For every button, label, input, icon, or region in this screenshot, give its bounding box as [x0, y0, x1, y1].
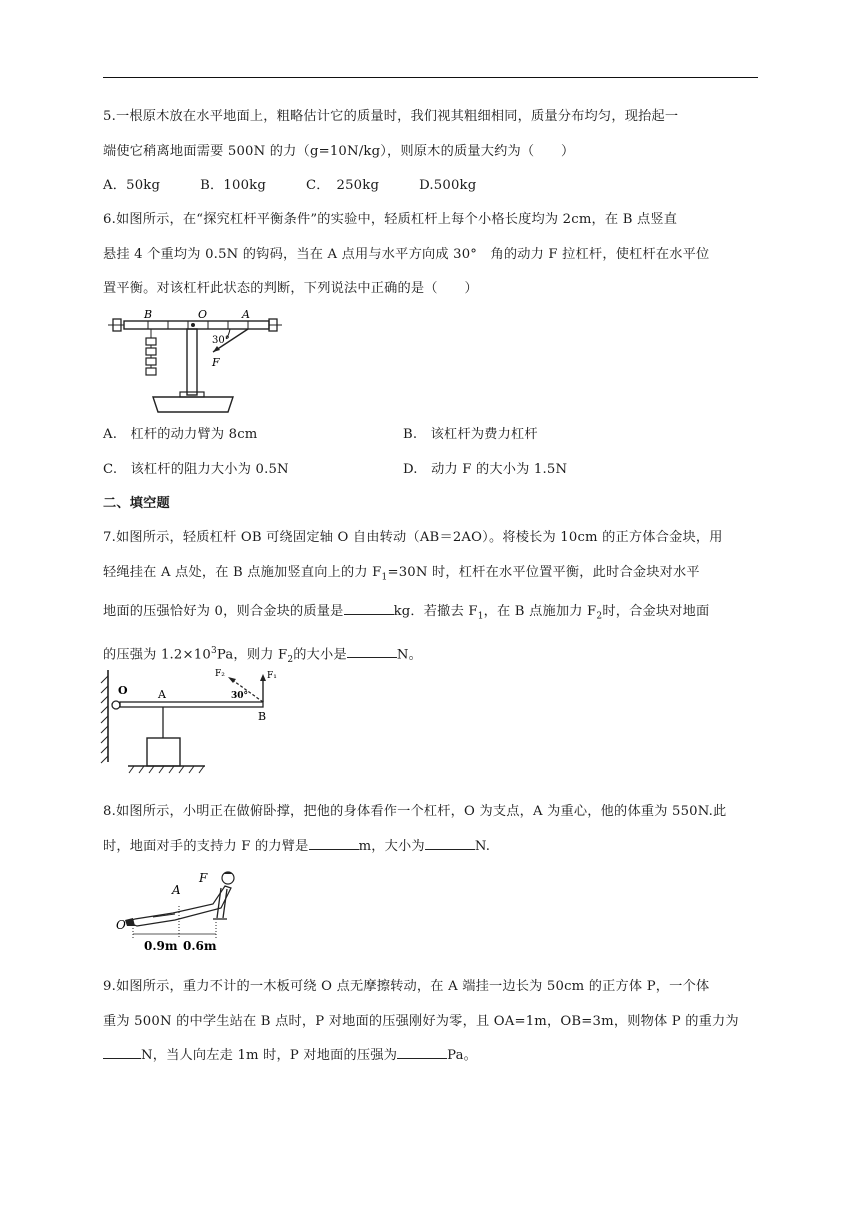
q9-blank-1[interactable]: [103, 1044, 141, 1059]
weight-2: [146, 348, 156, 355]
q7-label-f2: F₂: [215, 669, 225, 679]
question-9: [103, 970, 763, 1074]
q7-label-angle: 30°: [231, 691, 249, 701]
question-5: [103, 100, 763, 204]
q9-line-2: 重为 500N 的中学生站在 B 点时，P 对地面的压强刚好为零，且 OA=1m，OB=3m，则物体 P 的重力为: [103, 1013, 739, 1029]
q8-label-a: A: [172, 883, 181, 897]
q6-option-c: C. 该杠杆的阻力大小为 0.5N: [103, 461, 289, 477]
q8-line-1: 8.如图所示，小明正在做俯卧撑，把他的身体看作一个杠杆，O 为支点，A 为重心，他的体重为 550N.此: [103, 804, 727, 819]
weight-3: [146, 358, 156, 365]
q6-line-2: 悬挂 4 个重均为 0.5N 的钩码，当在 A 点用与水平方向成 30° 角的动力 F 拉杠杆，使杠杆在水平位: [103, 246, 710, 262]
q7-label-b: B: [258, 710, 267, 723]
q5-line-2: 端使它稍离地面需要 500N 的力（g=10N/kg），则原木的质量大约为（ ）: [103, 143, 575, 159]
person-arm-1: [217, 888, 221, 918]
question-8: [103, 795, 763, 864]
lever-bar: [124, 321, 269, 329]
q6-option-b: B. 该杠杆为费力杠杆: [403, 427, 538, 442]
q7-line-2: 轻绳挂在 A 点处，在 B 点施加竖直向上的力 $F_1=30N$ 时，杠杆在水平位置平衡，此时合金块对水平: [103, 564, 700, 583]
q6-lever-figure: [108, 308, 283, 418]
q6-line-3: 置平衡。对该杠杆此状态的判断，下列说法中正确的是（ ）: [103, 281, 478, 296]
q8-pushup-figure: [113, 866, 248, 956]
q7-label-a: A: [158, 688, 166, 701]
q5-line-1: 5.一根原木放在水平地面上，粗略估计它的质量时，我们视其粗细相同，质量分布均匀，现抬起一: [103, 109, 679, 124]
stand-base: [153, 397, 233, 412]
q8-blank-1[interactable]: [309, 835, 359, 850]
q6-option-d: D. 动力 F 的大小为 1.5N: [403, 461, 568, 477]
q9-line-1: 9.如图所示，重力不计的一木板可绕 O 点无摩擦转动，在 A 端挂一边长为 50cm 的正方体 P，一个体: [103, 979, 710, 994]
q8-line-2: 时，地面对手的支持力 F 的力臂是 m，大小为 N.: [103, 830, 763, 865]
q7-blank-2[interactable]: [347, 643, 397, 658]
q7-lever-figure: [100, 662, 280, 780]
q5-option-a: A．50kg: [103, 178, 161, 193]
question-7: [103, 521, 763, 677]
q7-label-f1: F₁: [267, 671, 277, 681]
q8-label-o: O: [116, 918, 126, 932]
q8-label-f: F: [199, 871, 208, 885]
weight-4: [146, 368, 156, 375]
q5-option-c: C． 250kg: [306, 178, 380, 193]
stand-pole: [187, 329, 197, 395]
q5-option-d: D.500kg: [419, 178, 477, 193]
section-2: [103, 487, 763, 522]
q7-line-3: 地面的压强恰好为 0，则合金块的质量是 kg．若撤去 $F_1$，在 B 点施加力 $F_2$时，合金块对地面: [103, 595, 763, 634]
q6-label-a: A: [242, 308, 250, 321]
q7-line-1: 7.如图所示，轻质杠杆 OB 可绕固定轴 O 自由转动（AB＝2AO）。将棱长为 10cm 的正方体合金块，用: [103, 530, 723, 545]
q9-line-3: N，当人向左走 1m 时，P 对地面的压强为 Pa。: [103, 1039, 763, 1074]
q6-label-f: F: [212, 356, 220, 369]
q6-option-a: A. 杠杆的动力臂为 8cm: [103, 427, 258, 442]
q5-option-b: B．100kg: [200, 178, 267, 193]
q8-label-d2: 0.6m: [183, 939, 217, 953]
q5-options: [103, 169, 763, 204]
q8-blank-2[interactable]: [425, 835, 475, 850]
header-rule: [103, 77, 758, 78]
alloy-block: [147, 738, 180, 766]
q7-line-4: 的压强为 $1.2\times 10^3Pa$，则力 $F_2$的大小是 N。: [103, 634, 763, 678]
lever-ob: [120, 702, 263, 707]
q9-blank-2[interactable]: [397, 1044, 447, 1059]
q6-label-b: B: [144, 308, 153, 321]
q7-blank-1[interactable]: [344, 600, 394, 615]
q7-label-o: O: [118, 684, 128, 697]
q6-label-angle: 30°: [212, 335, 230, 346]
q6-label-o: O: [198, 308, 208, 321]
q6-options: [103, 418, 763, 487]
weight-1: [146, 338, 156, 345]
question-6: [103, 203, 763, 307]
pivot: [191, 323, 195, 327]
q8-label-d1: 0.9m: [144, 939, 178, 953]
pivot-o: [112, 701, 120, 709]
q6-line-1: 6.如图所示，在“探究杠杆平衡条件”的实验中，轻质杠杆上每个小格长度均为 2cm，在 B 点竖直: [103, 212, 678, 227]
section-2-title: 二、填空题: [103, 496, 170, 511]
